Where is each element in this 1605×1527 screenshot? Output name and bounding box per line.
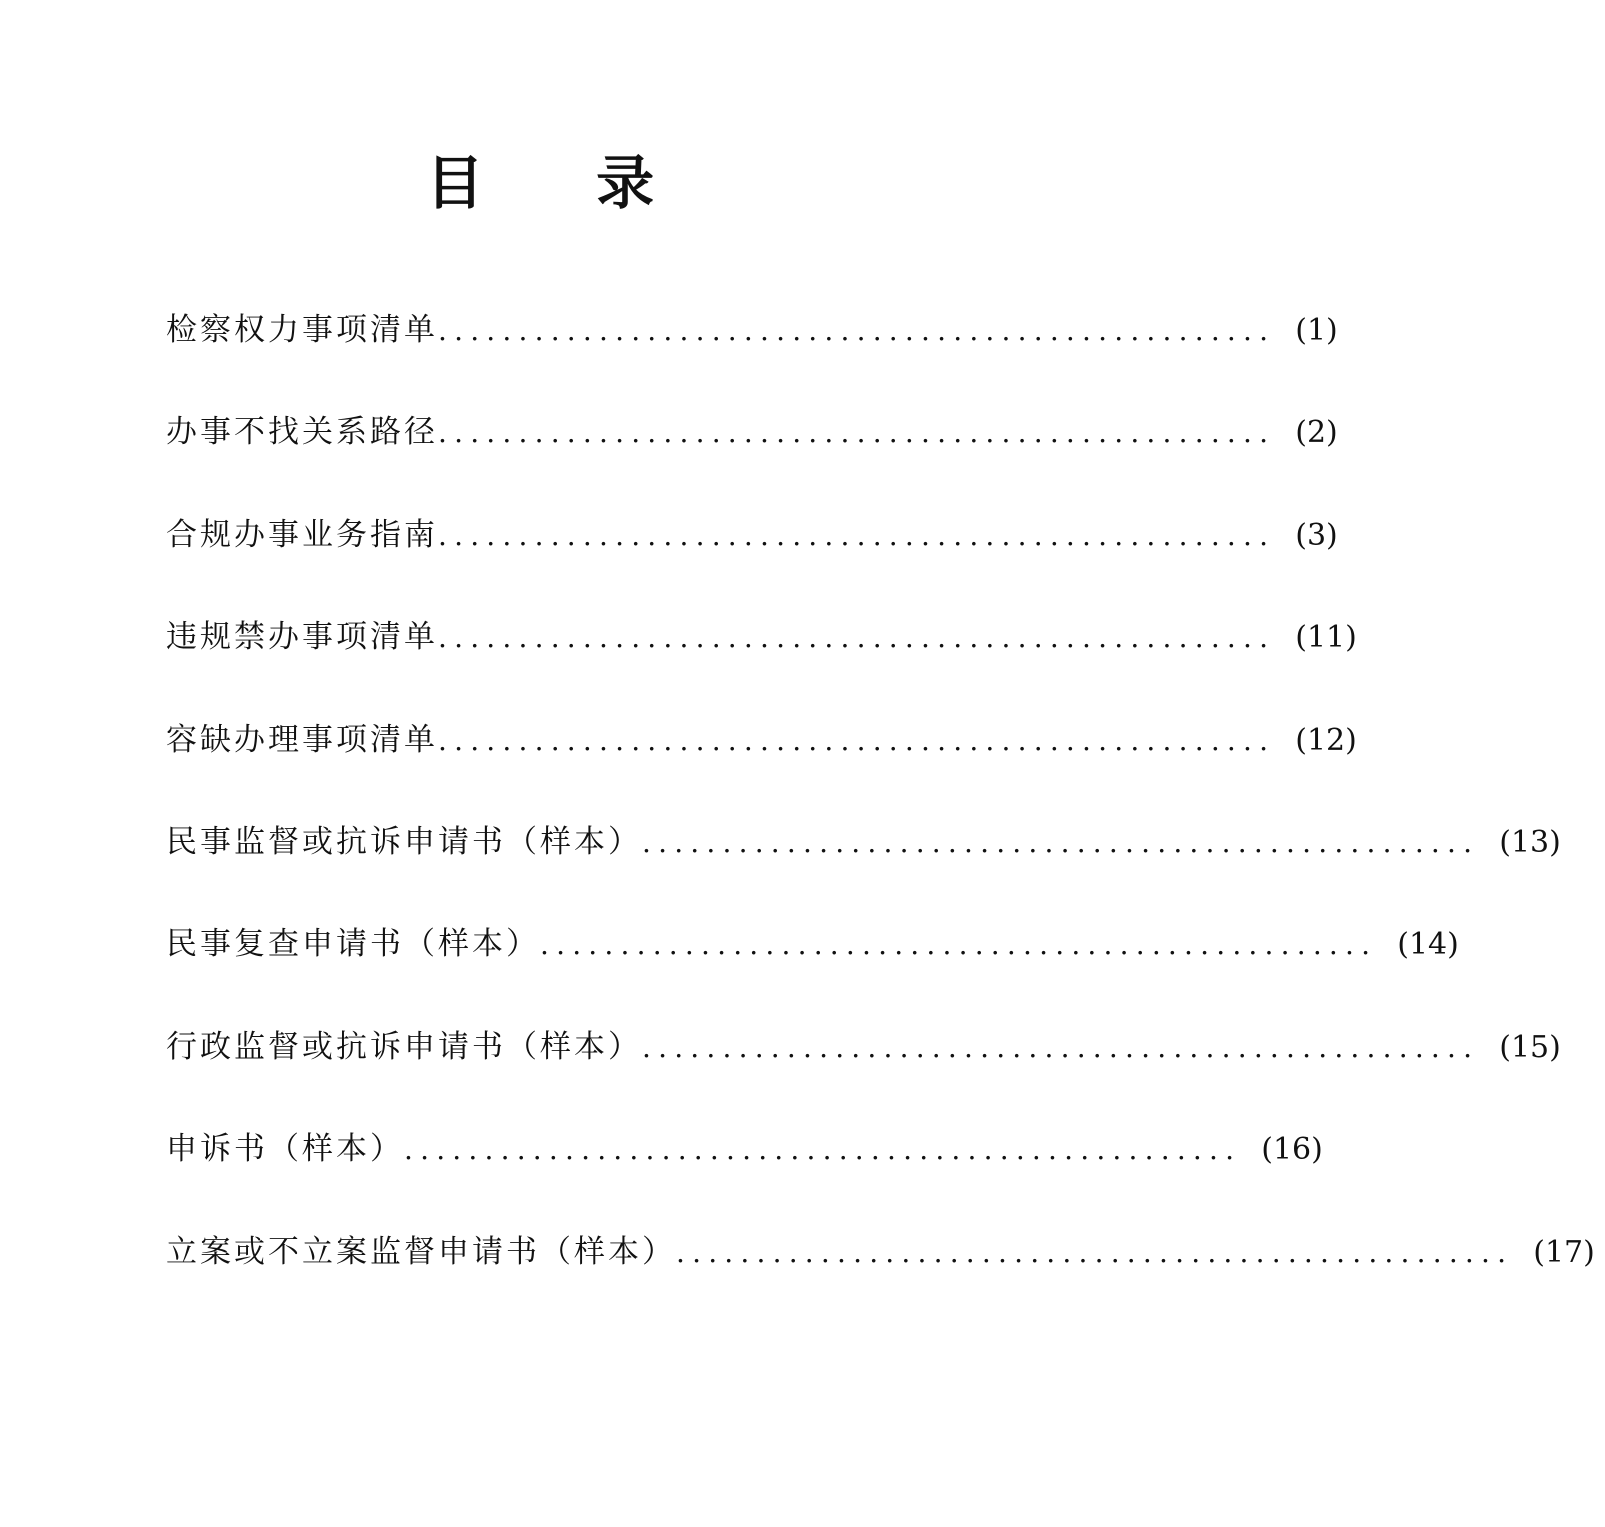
toc-entry[interactable] bbox=[166, 715, 1357, 817]
toc-leader-dots: .................................................... bbox=[642, 825, 1480, 859]
toc-entry-label: 容缺办理事项清单 bbox=[166, 721, 438, 758]
toc-entry[interactable] bbox=[166, 510, 1338, 612]
toc-entry-page: (15) bbox=[1499, 1029, 1561, 1065]
toc-leader-dots: .................................................... bbox=[438, 723, 1276, 757]
toc-entry-page: (14) bbox=[1397, 927, 1459, 963]
toc-leader-dots: .................................................... bbox=[404, 1133, 1242, 1167]
toc-entry-label: 检察权力事项清单 bbox=[166, 312, 438, 348]
toc-leader-dots: .................................................... bbox=[540, 928, 1378, 962]
toc-entry[interactable] bbox=[166, 1022, 1561, 1124]
toc-entry-label: 申诉书（样本） bbox=[166, 1131, 404, 1168]
toc-entry-label: 办事不找关系路径 bbox=[166, 414, 438, 451]
toc-leader-dots: .................................................... bbox=[438, 621, 1276, 655]
toc-entry-page: (1) bbox=[1295, 313, 1338, 348]
toc-entry-label: 民事监督或抗诉申请书（样本） bbox=[166, 823, 642, 860]
toc-leader-dots: .................................................... bbox=[438, 314, 1276, 347]
toc-entry[interactable] bbox=[166, 1227, 1595, 1329]
table-of-contents bbox=[166, 305, 1595, 1329]
toc-entry-page: (17) bbox=[1533, 1234, 1595, 1270]
toc-entry[interactable] bbox=[166, 305, 1338, 407]
toc-leader-dots: .................................................... bbox=[642, 1030, 1480, 1064]
toc-entry-page: (12) bbox=[1295, 722, 1357, 758]
toc-leader-dots: .................................................... bbox=[438, 416, 1276, 450]
toc-entry[interactable] bbox=[166, 612, 1357, 714]
toc-entry-label: 行政监督或抗诉申请书（样本） bbox=[166, 1028, 642, 1065]
toc-entry-page: (16) bbox=[1261, 1132, 1323, 1168]
toc-leader-dots: .................................................... bbox=[676, 1235, 1514, 1269]
toc-entry[interactable] bbox=[166, 919, 1459, 1021]
toc-leader-dots: .................................................... bbox=[438, 518, 1276, 552]
page-title: 目 录 bbox=[425, 149, 701, 217]
toc-entry-page: (13) bbox=[1499, 824, 1561, 860]
toc-entry-label: 违规禁办事项清单 bbox=[166, 619, 438, 656]
toc-entry-page: (11) bbox=[1295, 620, 1357, 656]
toc-entry[interactable] bbox=[166, 407, 1338, 509]
toc-entry-page: (3) bbox=[1295, 517, 1338, 553]
toc-entry[interactable] bbox=[166, 817, 1561, 919]
toc-entry-label: 民事复查申请书（样本） bbox=[166, 926, 540, 963]
toc-entry[interactable] bbox=[166, 1124, 1323, 1226]
toc-entry-label: 合规办事业务指南 bbox=[166, 516, 438, 553]
toc-entry-label: 立案或不立案监督申请书（样本） bbox=[166, 1233, 676, 1270]
toc-entry-page: (2) bbox=[1295, 415, 1338, 451]
